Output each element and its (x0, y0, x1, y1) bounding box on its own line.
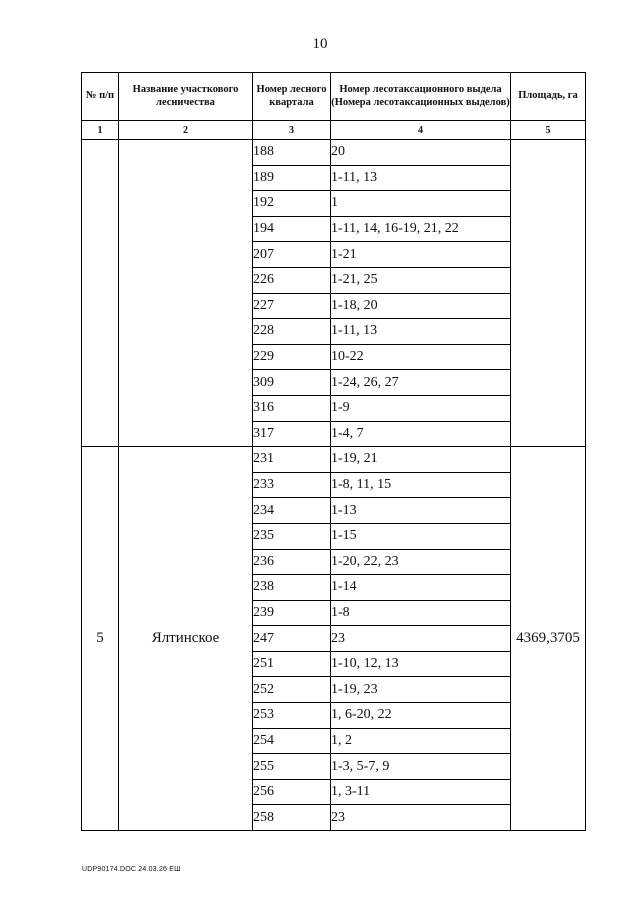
section-numbers-cell: 1-4, 7 (331, 421, 511, 447)
quarter-number-cell: 231 (253, 447, 331, 473)
column-number: 4 (331, 121, 511, 140)
section-numbers-cell: 23 (331, 805, 511, 831)
section-numbers-cell: 1-15 (331, 523, 511, 549)
section-numbers-cell: 1-19, 23 (331, 677, 511, 703)
header-number: № п/п (82, 73, 119, 121)
row-number-cell: 5 (82, 447, 119, 831)
column-number: 2 (119, 121, 253, 140)
header-forestry-name: Название участкового лесничества (119, 73, 253, 121)
quarter-number-cell: 188 (253, 140, 331, 166)
quarter-number-cell: 234 (253, 498, 331, 524)
area-cell: 4369,3705 (511, 447, 586, 831)
quarter-number-cell: 256 (253, 779, 331, 805)
quarter-number-cell: 239 (253, 600, 331, 626)
quarter-number-cell: 226 (253, 267, 331, 293)
section-numbers-cell: 1-21 (331, 242, 511, 268)
section-numbers-cell: 1-11, 13 (331, 319, 511, 345)
quarter-number-cell: 258 (253, 805, 331, 831)
footer-file-stamp: UDP90174.DOC 24.03.26 ЕШ (82, 866, 181, 873)
quarter-number-cell: 251 (253, 651, 331, 677)
section-numbers-cell: 1-11, 13 (331, 165, 511, 191)
page-number: 10 (312, 36, 328, 52)
column-number: 5 (511, 121, 586, 140)
quarter-number-cell: 309 (253, 370, 331, 396)
quarter-number-cell: 228 (253, 319, 331, 345)
section-numbers-cell: 1-13 (331, 498, 511, 524)
section-numbers-cell: 10-22 (331, 344, 511, 370)
quarter-number-cell: 227 (253, 293, 331, 319)
quarter-number-cell: 255 (253, 754, 331, 780)
quarter-number-cell: 235 (253, 523, 331, 549)
section-numbers-cell: 23 (331, 626, 511, 652)
section-numbers-cell: 1-8, 11, 15 (331, 472, 511, 498)
column-number-row (82, 121, 586, 140)
section-numbers-cell: 20 (331, 140, 511, 166)
table-body (82, 140, 586, 831)
column-number: 3 (253, 121, 331, 140)
area-cell (511, 140, 586, 447)
quarter-number-cell: 207 (253, 242, 331, 268)
section-numbers-cell: 1, 3-11 (331, 779, 511, 805)
header-section-numbers: Номер лесотаксационного выдела (Номера лесотаксационных выделов) (331, 73, 511, 121)
section-numbers-cell: 1-21, 25 (331, 267, 511, 293)
table-row (82, 140, 586, 166)
quarter-number-cell: 233 (253, 472, 331, 498)
section-numbers-cell: 1, 6-20, 22 (331, 703, 511, 729)
section-numbers-cell: 1-20, 22, 23 (331, 549, 511, 575)
forestry-name-cell: Ялтинское (119, 447, 253, 831)
section-numbers-cell: 1-3, 5-7, 9 (331, 754, 511, 780)
header-quarter-number: Номер лесного квартала (253, 73, 331, 121)
section-numbers-cell: 1-14 (331, 575, 511, 601)
section-numbers-cell: 1-11, 14, 16-19, 21, 22 (331, 216, 511, 242)
quarter-number-cell: 252 (253, 677, 331, 703)
quarter-number-cell: 238 (253, 575, 331, 601)
quarter-number-cell: 229 (253, 344, 331, 370)
quarter-number-cell: 192 (253, 191, 331, 217)
section-numbers-cell: 1-8 (331, 600, 511, 626)
section-numbers-cell: 1 (331, 191, 511, 217)
quarter-number-cell: 247 (253, 626, 331, 652)
header-area: Площадь, га (511, 73, 586, 121)
section-numbers-cell: 1-19, 21 (331, 447, 511, 473)
section-numbers-cell: 1-24, 26, 27 (331, 370, 511, 396)
section-numbers-cell: 1-10, 12, 13 (331, 651, 511, 677)
quarter-number-cell: 236 (253, 549, 331, 575)
quarter-number-cell: 317 (253, 421, 331, 447)
forest-table (81, 72, 586, 831)
quarter-number-cell: 254 (253, 728, 331, 754)
section-numbers-cell: 1, 2 (331, 728, 511, 754)
section-numbers-cell: 1-9 (331, 395, 511, 421)
header-row (82, 73, 586, 121)
row-number-cell (82, 140, 119, 447)
quarter-number-cell: 316 (253, 395, 331, 421)
column-number: 1 (82, 121, 119, 140)
table-row (82, 447, 586, 473)
quarter-number-cell: 194 (253, 216, 331, 242)
forestry-name-cell (119, 140, 253, 447)
quarter-number-cell: 189 (253, 165, 331, 191)
section-numbers-cell: 1-18, 20 (331, 293, 511, 319)
quarter-number-cell: 253 (253, 703, 331, 729)
